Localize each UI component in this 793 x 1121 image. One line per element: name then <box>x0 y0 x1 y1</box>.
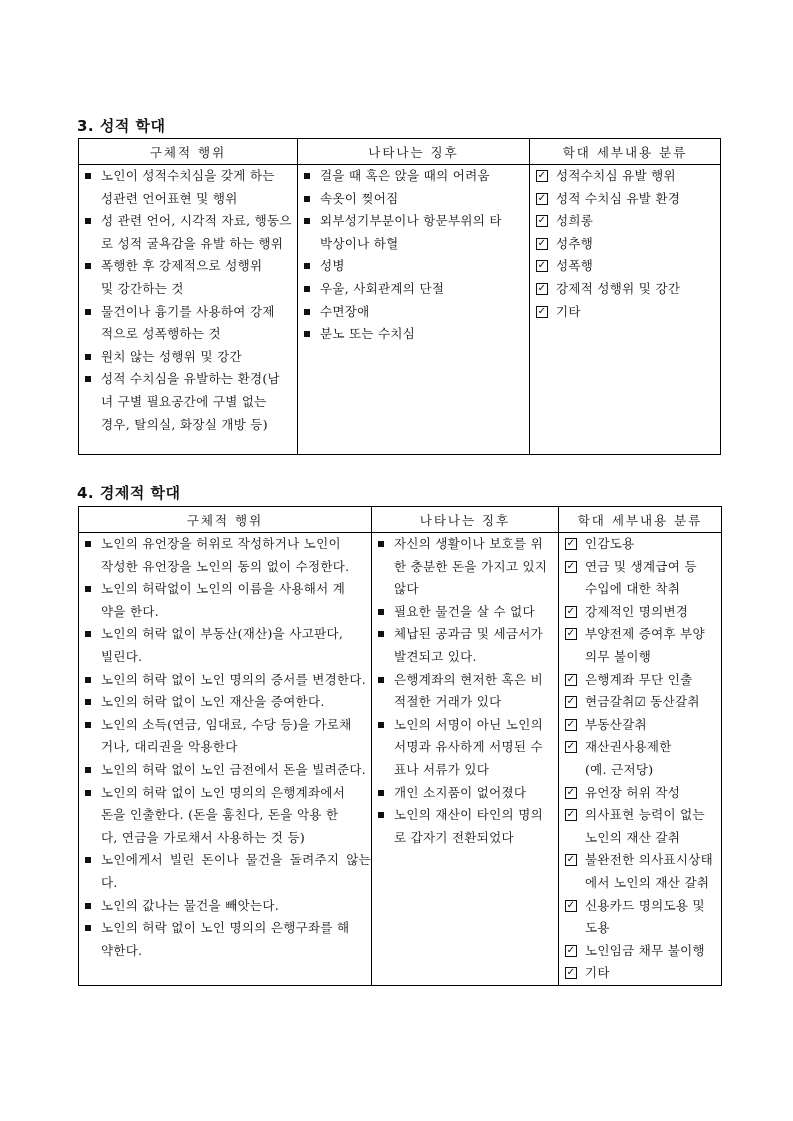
sexual-abuse-table <box>78 138 721 455</box>
list-item <box>304 210 529 255</box>
checked-box-icon: ✓ <box>566 786 576 798</box>
category-item <box>565 940 721 963</box>
category-item <box>565 669 721 692</box>
square-bullet-icon <box>85 790 91 796</box>
checked-box-icon: ✓ <box>566 741 576 753</box>
list-item <box>85 917 371 962</box>
category-item <box>565 714 721 737</box>
item-text-line: 은행계좌의 현저한 혹은 비 <box>394 671 543 687</box>
square-bullet-icon <box>85 263 91 269</box>
category-item <box>536 210 720 233</box>
item-text-line: 강제적인 명의변경 <box>585 603 689 619</box>
checked-box-icon: ✓ <box>566 809 576 821</box>
item-text-line: 노인임금 채무 불이행 <box>585 942 705 958</box>
item-text-line: 기타 <box>585 965 610 981</box>
square-bullet-icon <box>85 354 91 360</box>
section-4-title: 4. 경제적 학대 <box>77 484 181 502</box>
square-bullet-icon <box>378 722 384 728</box>
list-item <box>85 895 371 918</box>
square-bullet-icon <box>85 541 91 547</box>
item-text-line: 빌린다. <box>101 648 143 664</box>
square-bullet-icon <box>85 925 91 931</box>
column-header-signs: 나타나는 징후 <box>372 507 559 533</box>
list-item <box>304 165 529 188</box>
item-text-line: 노인의 재산 갈취 <box>585 829 681 845</box>
square-bullet-icon <box>304 196 310 202</box>
list-item <box>85 533 371 578</box>
item-text-line: 수입에 대한 착취 <box>585 581 681 597</box>
category-item <box>565 601 721 624</box>
checked-box-icon: ✓ <box>537 192 547 204</box>
list-item <box>378 533 558 601</box>
square-bullet-icon <box>85 677 91 683</box>
category-item <box>565 533 721 556</box>
checked-box-icon: ✓ <box>566 605 576 617</box>
list-item <box>378 601 558 624</box>
item-text-line: 분노 또는 수치심 <box>320 326 416 342</box>
checked-box-icon: ✓ <box>566 718 576 730</box>
categories-cell <box>559 533 722 986</box>
list-item <box>85 759 371 782</box>
category-item <box>536 233 720 256</box>
list-item <box>85 210 297 255</box>
square-bullet-icon <box>378 541 384 547</box>
list-item <box>85 849 371 894</box>
square-bullet-icon <box>85 903 91 909</box>
item-text-line: 수면장애 <box>320 303 370 319</box>
checked-box-icon: ✓ <box>566 673 576 685</box>
square-bullet-icon <box>304 286 310 292</box>
item-text-line: 노인의 서명이 아닌 노인의 <box>394 716 543 732</box>
item-text-line: 은행계좌 무단 인출 <box>585 671 693 687</box>
item-text-line: 현금갈취☑ 동산갈취 <box>585 694 700 710</box>
square-bullet-icon <box>85 218 91 224</box>
list-item <box>85 346 297 369</box>
item-text-line: 속옷이 찢어짐 <box>320 190 399 206</box>
item-text-line: 자신의 생활이나 보호를 위 <box>394 536 543 551</box>
item-text-line: 외부성기부분이나 항문부위의 타 <box>320 213 502 229</box>
category-item <box>565 556 721 601</box>
list-item <box>378 623 558 668</box>
behaviors-cell <box>79 165 298 455</box>
item-text-line: 재산권사용제한 <box>585 739 672 755</box>
item-text-line: 부동산갈취 <box>585 716 647 732</box>
item-text-line: 녀 구별 필요공간에 구별 없는 <box>101 393 267 409</box>
category-item <box>536 255 720 278</box>
behaviors-cell <box>79 533 372 986</box>
category-item <box>565 962 721 985</box>
item-text-line: 노인의 허락 없이 노인 명의의 은행계좌에서 <box>101 784 346 800</box>
item-text-line: 노인의 허락 없이 부동산(재산)을 사고판다, <box>101 626 344 642</box>
item-text-line: 발견되고 있다. <box>394 648 477 664</box>
item-text-line: 원치 않는 성행위 및 강간 <box>101 348 242 364</box>
item-text-line: 성적 수치심을 유발하는 환경(남 <box>101 371 280 387</box>
square-bullet-icon <box>85 699 91 705</box>
item-text-line: 성추행 <box>556 235 594 251</box>
item-text-line: 노인의 허락없이 노인의 이름을 사용해서 계 <box>101 581 346 597</box>
item-text-line: 에서 노인의 재산 갈취 <box>585 874 710 890</box>
item-text-line: 노인의 값나는 물건을 빼앗는다. <box>101 897 279 913</box>
square-bullet-icon <box>85 309 91 315</box>
column-header-signs: 나타나는 징후 <box>298 139 530 165</box>
item-text-line: 개인 소지품이 없어졌다 <box>394 784 527 800</box>
list-item <box>378 714 558 782</box>
item-text-line: 약한다. <box>101 942 143 958</box>
square-bullet-icon <box>304 173 310 179</box>
category-item <box>565 804 721 849</box>
item-text-line: 연금 및 생계급여 등 <box>585 558 697 574</box>
item-text-line: 폭행한 후 강제적으로 성행위 <box>101 258 263 274</box>
square-bullet-icon <box>85 722 91 728</box>
item-text-line: 노인의 소득(연금, 임대료, 수당 등)을 가로채 <box>101 716 352 732</box>
section-3-title: 3. 성적 학대 <box>77 117 166 135</box>
signs-cell <box>298 165 530 455</box>
list-item <box>304 255 529 278</box>
category-item <box>565 623 721 668</box>
item-text-line: 강제적 성행위 및 강간 <box>556 280 681 296</box>
checked-box-icon: ✓ <box>566 967 576 979</box>
financial-abuse-table <box>78 506 722 986</box>
square-bullet-icon <box>304 263 310 269</box>
checked-box-icon: ✓ <box>537 237 547 249</box>
list-item <box>85 165 297 210</box>
column-header-behavior: 구체적 행위 <box>79 139 298 165</box>
checked-box-icon: ✓ <box>537 260 547 272</box>
list-item <box>85 255 297 300</box>
item-text-line: 불완전한 의사표시상태 <box>585 852 714 868</box>
category-item <box>536 278 720 301</box>
list-item <box>85 691 371 714</box>
item-text-line: 경우, 탈의실, 화장실 개방 등) <box>101 416 268 432</box>
item-text-line: 도용 <box>585 920 610 936</box>
column-header-categories: 학대 세부내용 분류 <box>559 507 722 533</box>
item-text-line: 성폭행 <box>556 258 594 274</box>
square-bullet-icon <box>378 609 384 615</box>
item-text-line: 필요한 물건을 살 수 없다 <box>394 603 535 619</box>
item-text-line: (예. 근저당) <box>585 761 654 777</box>
item-text-line: 성병 <box>320 258 345 274</box>
square-bullet-icon <box>304 309 310 315</box>
checked-box-icon: ✓ <box>566 944 576 956</box>
item-text-line: 성적 수치심 유발 환경 <box>556 190 681 206</box>
item-text-line: 우울, 사회관계의 단절 <box>320 280 445 296</box>
checked-box-icon: ✓ <box>537 282 547 294</box>
list-item <box>85 578 371 623</box>
item-text-line: 노인에게서 빌린 돈이나 물건을 돌려주지 않는다. <box>101 852 371 890</box>
square-bullet-icon <box>85 631 91 637</box>
item-text-line: 노인의 허락 없이 노인 재산을 증여한다. <box>101 694 325 710</box>
item-text-line: 의무 불이행 <box>585 648 652 664</box>
square-bullet-icon <box>378 790 384 796</box>
category-item <box>536 165 720 188</box>
square-bullet-icon <box>85 376 91 382</box>
checked-box-icon: ✓ <box>537 215 547 227</box>
category-item <box>536 301 720 324</box>
category-item <box>565 849 721 894</box>
item-text-line: 성희롱 <box>556 213 594 229</box>
list-item <box>378 782 558 805</box>
item-text-line: 노인의 허락 없이 노인 금전에서 돈을 빌려준다. <box>101 761 367 777</box>
list-item <box>304 323 529 346</box>
item-text-line: 걸을 때 혹은 앉을 때의 어려움 <box>320 168 490 183</box>
item-text-line: 노인의 허락 없이 노인 명의의 은행구좌를 해 <box>101 920 350 936</box>
item-text-line: 거나, 대리권을 악용한다 <box>101 739 238 755</box>
list-item <box>304 278 529 301</box>
item-text-line: 노인이 성적수치심을 갖게 하는 <box>101 168 275 183</box>
checked-box-icon: ✓ <box>566 854 576 866</box>
item-text-line: 기타 <box>556 303 581 319</box>
checked-box-icon: ✓ <box>566 538 576 549</box>
item-text-line: 의사표현 능력이 없는 <box>585 807 705 823</box>
item-text-line: 돈을 인출한다. (돈을 훔친다, 돈을 악용 한 <box>101 807 339 823</box>
item-text-line: 적절한 거래가 있다 <box>394 694 502 710</box>
list-item <box>85 669 371 692</box>
checked-box-icon: ✓ <box>566 899 576 911</box>
list-item <box>85 301 297 346</box>
item-text-line: 않다 <box>394 581 419 597</box>
item-text-line: 로 갑자기 전환되었다 <box>394 829 514 845</box>
item-text-line: 다, 연금을 가로채서 사용하는 것 등) <box>101 829 306 845</box>
square-bullet-icon <box>85 586 91 592</box>
item-text-line: 적으로 성폭행하는 것 <box>101 326 221 342</box>
item-text-line: 물건이나 흉기를 사용하여 강제 <box>101 303 275 319</box>
item-text-line: 노인의 재산이 타인의 명의 <box>394 807 543 823</box>
square-bullet-icon <box>85 173 91 179</box>
item-text-line: 신용카드 명의도용 및 <box>585 897 705 913</box>
item-text-line: 로 성적 굴욕감을 유발 하는 행위 <box>101 235 284 251</box>
list-item <box>378 804 558 849</box>
signs-cell <box>372 533 559 986</box>
checked-box-icon: ✓ <box>566 560 576 572</box>
list-item <box>85 368 297 436</box>
item-text-line: 성적수치심 유발 행위 <box>556 168 676 183</box>
item-text-line: 서명과 유사하게 서명된 수 <box>394 739 543 755</box>
checked-box-icon: ✓ <box>537 305 547 317</box>
square-bullet-icon <box>304 218 310 224</box>
checked-box-icon: ✓ <box>566 696 576 708</box>
item-text-line: 표나 서류가 있다 <box>394 761 490 777</box>
square-bullet-icon <box>378 812 384 818</box>
square-bullet-icon <box>85 767 91 773</box>
item-text-line: 부양전제 증여후 부양 <box>585 626 705 642</box>
item-text-line: 및 강간하는 것 <box>101 280 184 296</box>
item-text-line: 성관련 언어표현 및 행위 <box>101 190 238 206</box>
list-item <box>378 669 558 714</box>
item-text-line: 작성한 유언장을 노인의 동의 없이 수정한다. <box>101 558 350 574</box>
item-text-line: 박상이나 하혈 <box>320 235 399 251</box>
square-bullet-icon <box>378 677 384 683</box>
category-item <box>536 188 720 211</box>
category-item <box>565 895 721 940</box>
list-item <box>85 714 371 759</box>
checked-box-icon: ✓ <box>537 170 547 181</box>
categories-cell <box>530 165 721 455</box>
list-item <box>85 623 371 668</box>
list-item <box>85 782 371 850</box>
square-bullet-icon <box>378 631 384 637</box>
list-item <box>304 188 529 211</box>
square-bullet-icon <box>85 857 91 863</box>
item-text-line: 유언장 허위 작성 <box>585 784 681 800</box>
item-text-line: 한 충분한 돈을 가지고 있지 <box>394 558 548 574</box>
item-text-line: 노인의 유언장을 허위로 작성하거나 노인이 <box>101 536 341 551</box>
column-header-behavior: 구체적 행위 <box>79 507 372 533</box>
item-text-line: 인감도용 <box>585 536 635 551</box>
category-item <box>565 691 721 714</box>
column-header-categories: 학대 세부내용 분류 <box>530 139 721 165</box>
item-text-line: 약을 한다. <box>101 603 160 619</box>
square-bullet-icon <box>304 331 310 337</box>
item-text-line: 노인의 허락 없이 노인 명의의 증서를 변경한다. <box>101 671 367 687</box>
item-text-line: 체납된 공과금 및 세금서가 <box>394 626 543 642</box>
category-item <box>565 782 721 805</box>
list-item <box>304 301 529 324</box>
item-text-line: 성 관련 언어, 시각적 자료, 행동으 <box>101 213 292 229</box>
checked-box-icon: ✓ <box>566 628 576 640</box>
category-item <box>565 736 721 781</box>
